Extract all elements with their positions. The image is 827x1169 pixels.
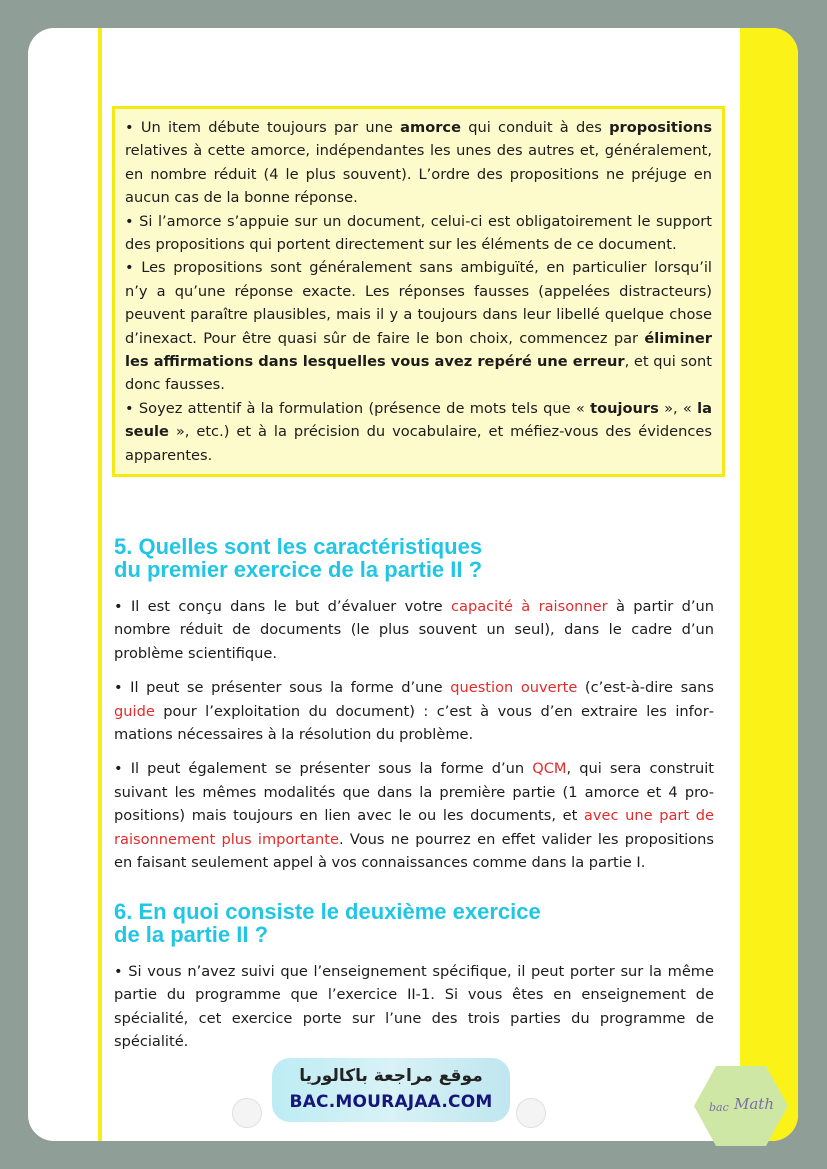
footer-site-badge[interactable] [272,1058,510,1122]
site-logo-icon-left [232,1098,262,1128]
section-6-title: 6. En quoi consiste le deuxième exercice de la partie II ? [114,899,541,947]
tips-box [112,106,725,477]
section-5-paragraph-1: • Il est conçu dans le but d’évaluer votre capacité à raisonner à partir d’un nombre réduit de documents (le plus souvent un seul), dans le cadre d’un problème scientifique. [114,598,715,662]
section-6-paragraph-1: • Si vous n’avez suivi que l’enseignement spécifique, il peut porter sur la même partie du programme que l’exercice II-1. Si vous êtes en enseignement de spécialité, cet exercice porte sur l’une des trois parties du programme de spécialité. [114,963,714,1051]
side-color-band [740,28,798,1141]
footer-arabic-text: موقع مراجعة باكالوريا [299,1066,483,1086]
tip-paragraph-3: • Les propositions sont généralement sans ambiguïté, en particulier lorsqu’il n’y a qu’une réponse exacte. Les réponses fausses (appelées distracteurs) peuvent paraître plausibles, mais il y a toujours dans leur libellé quelque chose d’inexact. Pour être quasi sûr de faire le bon choix, commencez par éliminer les affirmations dans lesquelles vous avez repéré une erreur, et qui sont donc fausses. [125,259,712,394]
tip-paragraph-2: • Si l’amorce s’appuie sur un document, celui-ci est obligatoirement le support des propositions qui portent directement sur les éléments de ce document. [125,212,712,254]
section-5-title: 5. Quelles sont les caractéristiques du premier exercice de la partie II ? [114,534,483,582]
document-page [28,28,798,1141]
bac-math-text-bac: bac [709,1101,729,1114]
section-5-paragraph-2: • Il peut se présenter sous la forme d’une question ouverte (c’est-à-dire sans guide pour l’exploitation du document) : c’est à vous d’en extraire les informations nécessaires à la résolution du problème. [114,679,714,744]
footer-url-link[interactable]: BAC.MOURAJAA.COM [289,1092,493,1112]
tip-paragraph-1: • Un item débute toujours par une amorce qui conduit à des propositions relatives à cette amorce, indépendantes les unes des autres et, généralement, en nombre réduit (4 le plus souvent). L’ordre des propositions ne préjuge en aucun cas de la bonne réponse. [125,119,713,207]
section-6-body [114,960,714,1065]
site-logo-icon-right [516,1098,546,1128]
section-5-body [114,595,714,885]
bac-math-logo [694,1064,788,1148]
bac-math-text-math: Math [734,1095,774,1113]
tip-paragraph-4: • Soyez attentif à la formulation (présence de mots tels que « toujours », « la seule », etc.) et à la précision du vocabulaire, et méfiez-vous des évidences apparentes. [125,399,712,464]
section-5-paragraph-3: • Il peut également se présenter sous la forme d’un QCM, qui sera construit suivant les mêmes modalités que dans la première partie (1 amorce et 4 propositions) mais toujours en lien avec le ou les documents, et avec une part de raisonnement plus importante. Vous ne pourrez en effet valider les propositions en faisant seulement appel à vos connaissances comme dans la partie I. [114,760,715,872]
left-margin-rule [98,28,102,1141]
